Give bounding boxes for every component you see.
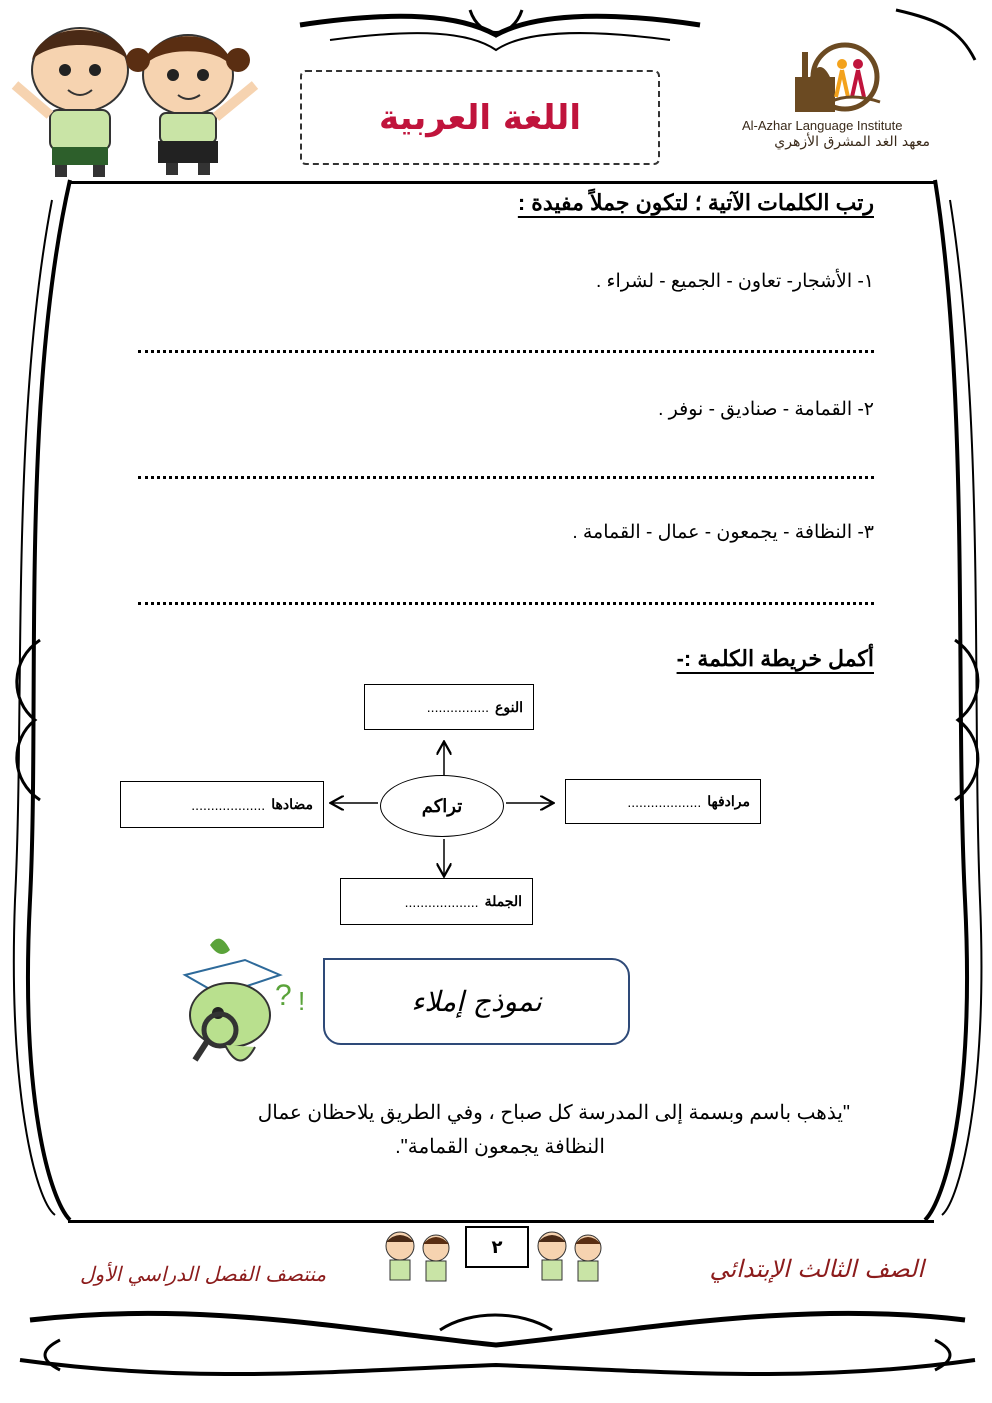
section2-instruction: أكمل خريطة الكلمة :-: [676, 646, 874, 671]
title-box: [300, 70, 660, 165]
page-number: ٢: [491, 1236, 503, 1258]
answer-line-2: [138, 476, 874, 479]
answer-line-3: [138, 602, 874, 605]
page-number-box: [465, 1226, 529, 1268]
footer-kids-left: [380, 1228, 460, 1298]
section1-instruction: رتب الكلمات الآتية ؛ لتكون جملاً مفيدة :: [517, 190, 874, 215]
word-map-type-box: [364, 684, 534, 730]
sentence-blank: ...................: [404, 893, 479, 910]
word-map-synonym-box: [565, 779, 761, 824]
book-mascot-illustration: [170, 935, 320, 1085]
header-rule: [68, 181, 934, 184]
dictation-line-2: النظافة يجمعون القمامة".: [395, 1136, 605, 1158]
footer-rule: [68, 1220, 934, 1223]
answer-line-1: [138, 350, 874, 353]
sentence-label: الجملة: [484, 893, 522, 909]
svg-text:?: ?: [275, 979, 292, 1012]
dictation-title-box: [323, 958, 630, 1045]
type-blank: ................: [426, 699, 490, 715]
word-map-antonym-box: [120, 781, 324, 828]
word-map-sentence-box: [340, 878, 533, 925]
footer-term: منتصف الفصل الدراسي الأول: [80, 1262, 327, 1286]
antonym-label: مضادها: [271, 796, 313, 812]
kids-illustration: [10, 15, 265, 180]
logo-arabic-text: معهد الغد المشرق الأزهري: [774, 134, 930, 150]
sentence-item-1: ١- الأشجار- تعاون - الجميع - لشراء .: [596, 271, 874, 292]
institute-logo: [790, 42, 890, 117]
svg-text:!: !: [298, 986, 306, 1016]
center-word: تراكم: [421, 795, 463, 816]
dictation-paragraph: [150, 1096, 850, 1164]
footer-kids-right: [532, 1228, 612, 1298]
dictation-line-1: "يذهب باسم وبسمة إلى المدرسة كل صباح ، وفي الطريق يلاحظان عمال: [257, 1102, 850, 1124]
type-label: النوع: [495, 698, 523, 715]
sentence-item-2: ٢- القمامة - صناديق - نوفر .: [658, 399, 874, 420]
synonym-label: مرادفها: [707, 793, 750, 809]
antonym-blank: ...................: [191, 796, 266, 813]
synonym-blank: ...................: [627, 793, 702, 810]
dictation-title: نموذج إملاء: [411, 985, 542, 1018]
word-map-arrows: [320, 735, 570, 885]
logo-english-text: Al-Azhar Language Institute: [742, 118, 903, 133]
page-title: اللغة العربية: [379, 97, 581, 138]
footer-grade: الصف الثالث الإبتدائي: [709, 1255, 924, 1283]
sentence-item-3: ٣- النظافة - يجمعون - عمال - القمامة .: [572, 522, 874, 543]
